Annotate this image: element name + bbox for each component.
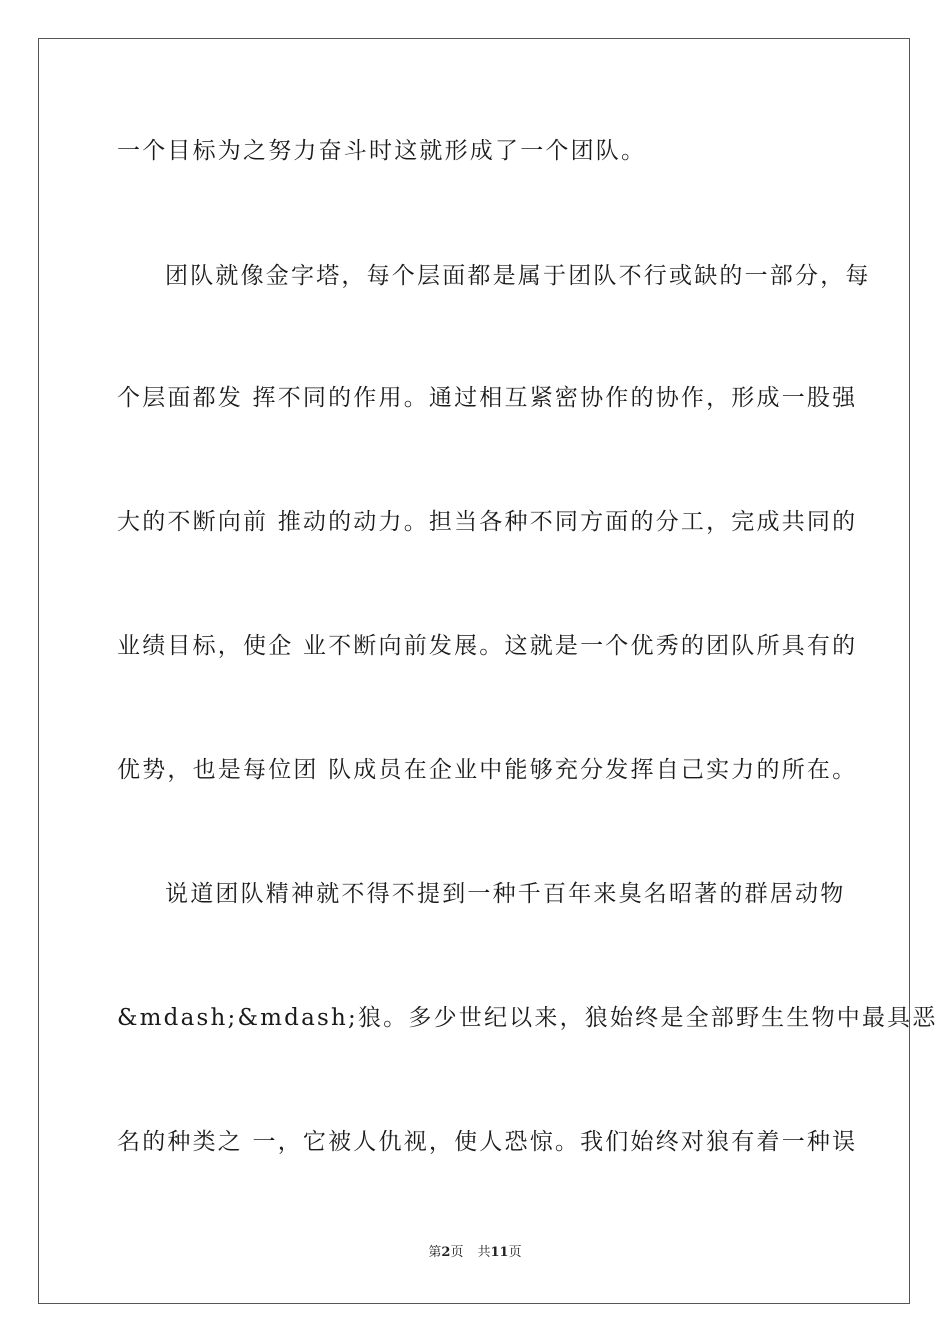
total-pages: 11	[490, 1245, 509, 1260]
page-footer	[0, 1244, 950, 1262]
total-prefix: 共	[477, 1245, 491, 1260]
body-line-9: 名的种类之 一，它被人仇视，使人恐惊。我们始终对狼有着一种误	[117, 1129, 858, 1155]
body-line-1: 一个目标为之努力奋斗时这就形成了一个团队。	[117, 138, 647, 164]
body-line-4: 大的不断向前 推动的动力。担当各种不同方面的分工，完成共同的	[117, 509, 858, 535]
body-line-5: 业绩目标，使企 业不断向前发展。这就是一个优秀的团队所具有的	[117, 633, 858, 659]
body-line-8: &mdash;&mdash;狼。多少世纪以来，狼始终是全部野生生物中最具恶	[117, 1005, 938, 1031]
page-suffix: 页	[450, 1245, 464, 1260]
page-border	[38, 38, 938, 1304]
body-line-2: 团队就像金字塔，每个层面都是属于团队不行或缺的一部分，每	[165, 263, 871, 289]
page-number: 2	[441, 1245, 451, 1260]
body-line-7: 说道团队精神就不得不提到一种千百年来臭名昭著的群居动物	[165, 881, 846, 907]
body-line-3: 个层面都发 挥不同的作用。通过相互紧密协作的协作，形成一股强	[117, 385, 858, 411]
page-prefix: 第	[428, 1245, 442, 1260]
body-line-6: 优势，也是每位团 队成员在企业中能够充分发挥自己实力的所在。	[117, 757, 858, 783]
total-suffix: 页	[508, 1245, 522, 1260]
